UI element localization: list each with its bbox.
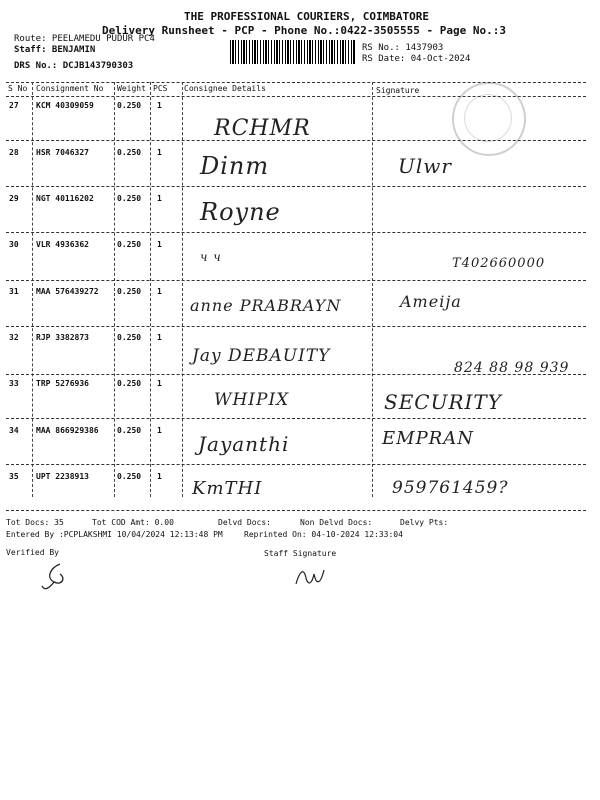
row-pcs: 1 <box>157 148 162 157</box>
row-consignment: MAA 866929386 <box>36 426 99 435</box>
row-sno: 35 <box>9 472 19 481</box>
row-sno: 34 <box>9 426 19 435</box>
row-consignment: KCM 40309059 <box>36 101 94 110</box>
table-bottom-rule <box>6 510 586 511</box>
row-consignee-handwriting: Dinm <box>200 152 270 180</box>
company-title: THE PROFESSIONAL COURIERS, COIMBATORE <box>184 10 430 23</box>
row-consignment: UPT 2238913 <box>36 472 89 481</box>
delivery-points: Delvy Pts: <box>400 518 449 527</box>
col-consignee: Consignee Details <box>184 84 266 93</box>
row-weight: 0.250 <box>117 379 142 388</box>
row-divider <box>6 464 586 465</box>
row-consignee-handwriting: KmTHI <box>192 478 263 499</box>
row-pcs: 1 <box>157 333 162 342</box>
row-signature-handwriting: Ulwr <box>398 154 452 178</box>
row-divider <box>6 418 586 419</box>
verified-by-label: Verified By <box>6 548 59 557</box>
row-pcs: 1 <box>157 379 162 388</box>
col-divider <box>32 82 33 497</box>
col-divider <box>182 82 183 497</box>
row-pcs: 1 <box>157 426 162 435</box>
row-consignee-handwriting: Jayanthi <box>198 432 290 456</box>
row-consignee-handwriting: RCHMR <box>214 116 311 141</box>
verified-signature-mark <box>40 560 80 594</box>
col-divider <box>114 82 115 497</box>
row-pcs: 1 <box>157 194 162 203</box>
col-divider <box>372 82 373 497</box>
col-pcs: PCS <box>153 84 168 93</box>
row-pcs: 1 <box>157 472 162 481</box>
row-sno: 32 <box>9 333 19 342</box>
row-signature-handwriting: EMPRAN <box>382 428 474 449</box>
row-sno: 28 <box>9 148 19 157</box>
row-signature-handwriting: 959761459? <box>392 478 509 498</box>
header-top-rule <box>6 82 586 83</box>
col-weight: Weight <box>117 84 146 93</box>
reprinted-on: Reprinted On: 04-10-2024 12:33:04 <box>244 530 403 539</box>
row-signature-handwriting: T402660000 <box>452 256 546 271</box>
row-consignment: NGT 40116202 <box>36 194 94 203</box>
row-consignee-handwriting: WHIPIX <box>214 390 290 410</box>
route-label: Route: PEELAMEDU PUDUR PC4 <box>14 34 155 44</box>
row-divider <box>6 374 586 375</box>
drs-number: DRS No.: DCJB143790303 <box>14 61 134 71</box>
row-consignment: RJP 3382873 <box>36 333 89 342</box>
row-divider <box>6 140 586 141</box>
total-cod-amount: Tot COD Amt: 0.00 <box>92 518 174 527</box>
row-weight: 0.250 <box>117 333 142 342</box>
row-weight: 0.250 <box>117 240 142 249</box>
col-signature: Signature <box>376 86 420 95</box>
row-pcs: 1 <box>157 287 162 296</box>
row-pcs: 1 <box>157 240 162 249</box>
delivered-docs: Delvd Docs: <box>218 518 271 527</box>
staff-signature-label: Staff Signature <box>264 549 337 558</box>
row-consignee-handwriting: anne PRABRAYN <box>190 296 342 315</box>
row-weight: 0.250 <box>117 194 142 203</box>
row-signature-handwriting: SECURITY <box>384 390 502 414</box>
col-divider <box>150 82 151 497</box>
runsheet-title: Delivery Runsheet - PCP - Phone No.:0422-3505555 - Page No.:3 <box>102 24 506 37</box>
row-sno: 31 <box>9 287 19 296</box>
entered-by: Entered By :PCPLAKSHMI 10/04/2024 12:13:48 PM <box>6 530 223 539</box>
row-weight: 0.250 <box>117 148 142 157</box>
row-pcs: 1 <box>157 101 162 110</box>
staff-signature-mark <box>290 560 330 594</box>
row-weight: 0.250 <box>117 287 142 296</box>
header-bottom-rule <box>6 96 586 97</box>
row-divider <box>6 326 586 327</box>
total-docs: Tot Docs: 35 <box>6 518 64 527</box>
row-consignee-handwriting: Jay DEBAUITY <box>192 346 331 366</box>
rs-date: RS Date: 04-Oct-2024 <box>362 54 471 64</box>
row-consignee-handwriting: Royne <box>200 198 281 226</box>
row-divider <box>6 232 586 233</box>
col-consignment: Consignment No <box>36 84 104 93</box>
row-sno: 29 <box>9 194 19 203</box>
row-sno: 27 <box>9 101 19 110</box>
row-consignee-handwriting: ч ч <box>200 250 222 264</box>
row-consignment: HSR 7046327 <box>36 148 89 157</box>
row-consignment: MAA 576439272 <box>36 287 99 296</box>
barcode-image <box>230 40 356 64</box>
row-signature-handwriting: 824 88 98 939 <box>454 360 570 376</box>
staff-label: Staff: BENJAMIN <box>14 45 96 55</box>
row-divider <box>6 280 586 281</box>
non-delivered-docs: Non Delvd Docs: <box>300 518 373 527</box>
row-divider <box>6 186 586 187</box>
row-weight: 0.250 <box>117 101 142 110</box>
col-sno: S No <box>8 84 28 93</box>
row-signature-handwriting: Ameija <box>400 292 462 311</box>
row-weight: 0.250 <box>117 472 142 481</box>
row-weight: 0.250 <box>117 426 142 435</box>
rs-number: RS No.: 1437903 <box>362 43 444 53</box>
row-consignment: VLR 4936362 <box>36 240 89 249</box>
company-stamp-inner <box>464 94 512 142</box>
row-sno: 33 <box>9 379 19 388</box>
row-consignment: TRP 5276936 <box>36 379 89 388</box>
row-sno: 30 <box>9 240 19 249</box>
